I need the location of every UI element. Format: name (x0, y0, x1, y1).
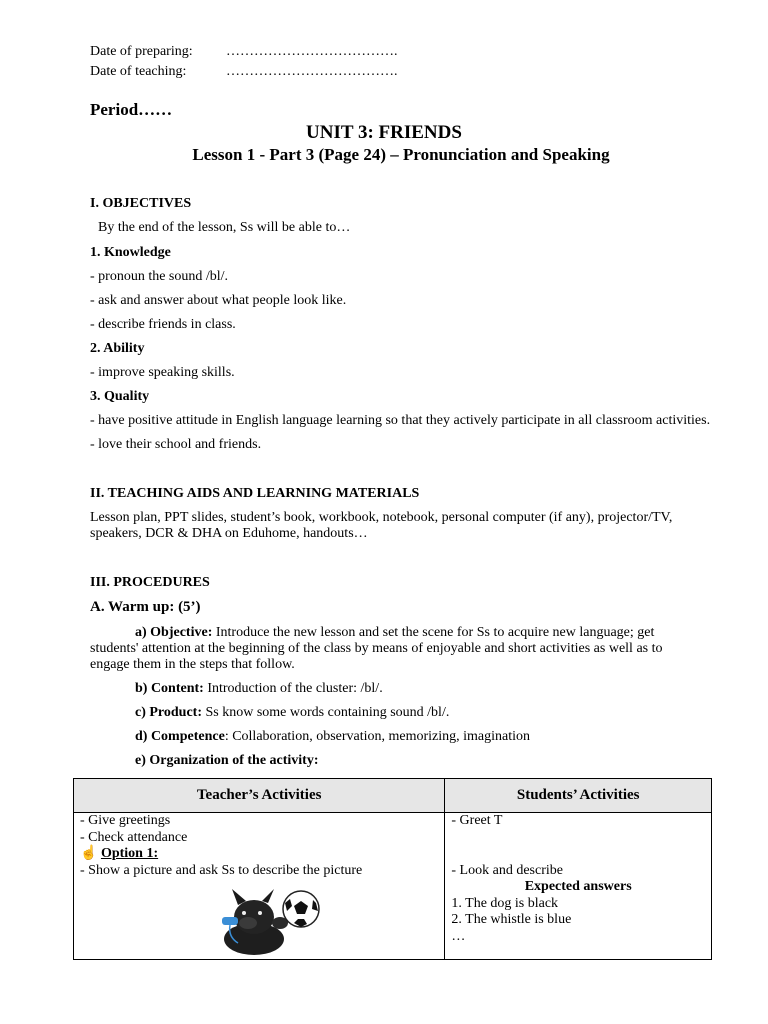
quality-item: - have positive attitude in English language learning so that they actively participate in all classroom activities. (90, 413, 711, 428)
content-text: Introduction of the cluster: /bl/. (203, 681, 383, 696)
table-header-row (74, 779, 712, 813)
teacher-line: - Give greetings (80, 813, 171, 828)
pointing-hand-icon: ☝ (80, 846, 98, 861)
knowledge-item: - ask and answer about what people look like. (90, 293, 347, 308)
table-row (74, 813, 712, 960)
student-line: - Greet T (451, 813, 503, 828)
teacher-line: - Check attendance (80, 829, 188, 845)
competence-line (135, 729, 530, 745)
product-label: c) Product: (135, 705, 202, 720)
option-label: Option 1: (100, 846, 159, 861)
objective-label: a) Objective: (135, 625, 213, 640)
teacher-activities-header: Teacher’s Activities (74, 779, 445, 813)
date-preparing-label: Date of preparing: (90, 44, 193, 59)
lesson-subtitle: Lesson 1 - Part 3 (Page 24) – Pronunciation and Speaking (192, 145, 610, 164)
knowledge-heading: 1. Knowledge (90, 245, 171, 260)
procedures-heading: III. PROCEDURES (90, 575, 210, 590)
knowledge-item: - pronoun the sound /bl/. (90, 269, 229, 284)
aids-heading: II. TEACHING AIDS AND LEARNING MATERIALS (90, 486, 420, 501)
students-activities-header: Students’ Activities (445, 779, 712, 813)
teacher-line: - Show a picture and ask Ss to describe the picture (80, 862, 363, 878)
aids-text: Lesson plan, PPT slides, student’s book, workbook, notebook, personal computer (if any), projector/TV, speakers, DCR & DHA on Eduhome, handouts… (90, 510, 673, 541)
teacher-activities-cell (74, 813, 445, 960)
date-preparing-value: ………………………………. (226, 44, 398, 59)
content-line (135, 681, 383, 697)
competence-label: d) Competence (135, 729, 225, 744)
students-activities-cell (445, 813, 712, 960)
warmup-heading: A. Warm up: (5’) (90, 599, 201, 615)
activity-table (73, 778, 712, 960)
ability-item: - improve speaking skills. (90, 365, 235, 380)
answer-ellipsis: … (451, 928, 466, 944)
dog-with-soccer-ball-image (208, 889, 328, 957)
date-teaching-label: Date of teaching: (90, 64, 187, 79)
period-label: Period…… (90, 100, 173, 119)
objectives-heading: I. OBJECTIVES (90, 196, 192, 211)
objective-text: Introduce the new lesson and set the scene for Ss to acquire new language; get students' attention at the beginning of the class by means of enjoyable and short activities as well as to engage them in the steps that follow. (90, 625, 663, 672)
answer-line: 1. The dog is black (451, 895, 559, 911)
ability-heading: 2. Ability (90, 341, 145, 356)
answer-line: 2. The whistle is blue (451, 912, 572, 927)
product-line (135, 705, 449, 721)
content-label: b) Content: (135, 681, 204, 696)
knowledge-item: - describe friends in class. (90, 317, 236, 332)
organization-label: e) Organization of the activity: (135, 753, 319, 768)
date-teaching-value: ………………………………. (226, 64, 398, 79)
quality-heading: 3. Quality (90, 389, 150, 404)
expected-answers-label: Expected answers (524, 879, 632, 894)
objective-paragraph (90, 625, 700, 673)
quality-item: - love their school and friends. (90, 437, 262, 452)
objectives-intro: By the end of the lesson, Ss will be able to… (98, 220, 351, 235)
product-text: Ss know some words containing sound /bl/. (202, 705, 450, 720)
option-line (80, 846, 438, 863)
student-line: - Look and describe (451, 862, 563, 878)
competence-text: : Collaboration, observation, memorizing, imagination (224, 729, 531, 744)
unit-title: UNIT 3: FRIENDS (306, 122, 462, 143)
